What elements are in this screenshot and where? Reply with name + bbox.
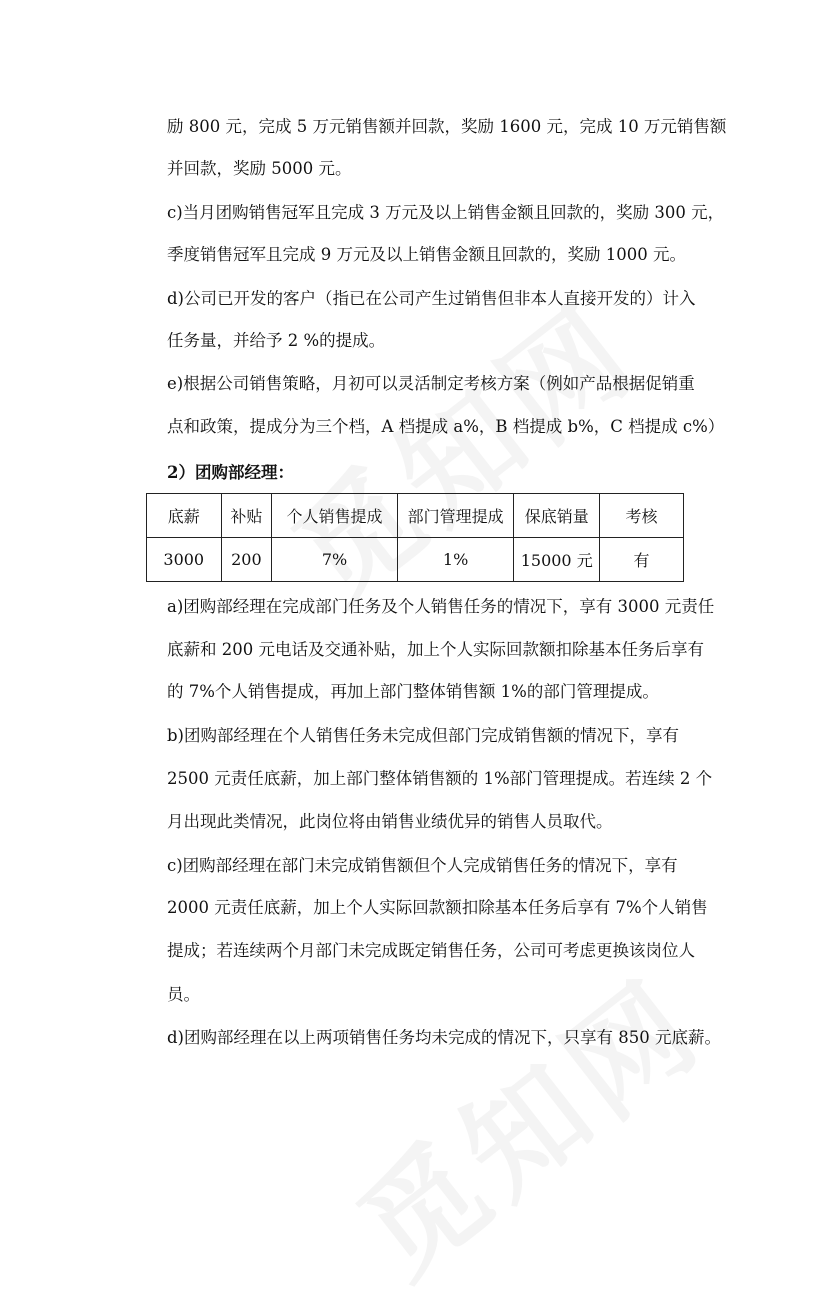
paragraph-line: a)团购部经理在完成部门任务及个人销售任务的情况下，享有 3000 元责任 [167, 597, 715, 616]
table-header-cell: 部门管理提成 [397, 494, 514, 538]
table-cell: 3000 [147, 538, 222, 582]
paragraph-line: 2500 元责任底薪，加上部门整体销售额的 1%部门管理提成。若连续 2 个 [167, 769, 713, 788]
table-cell: 1% [397, 538, 514, 582]
watermark [318, 933, 731, 1309]
table-cell: 15000 元 [514, 538, 600, 582]
paragraph-line: 的 7%个人销售提成，再加上部门整体销售额 1%的部门管理提成。 [167, 682, 659, 701]
table-header-row [147, 494, 684, 538]
paragraph-line: d)公司已开发的客户（指已在公司产生过销售但非本人直接开发的）计入 [167, 289, 696, 308]
paragraph-line: 2000 元责任底薪，加上个人实际回款额扣除基本任务后享有 7%个人销售 [167, 898, 708, 917]
paragraph-line: 点和政策，提成分为三个档，A 档提成 a%，B 档提成 b%，C 档提成 c%） [167, 417, 725, 436]
table-row [147, 538, 684, 582]
table-header-cell: 保底销量 [514, 494, 600, 538]
table-header-cell: 补贴 [221, 494, 272, 538]
paragraph-line: 并回款，奖励 5000 元。 [167, 159, 352, 178]
paragraph-line: 季度销售冠军且完成 9 万元及以上销售金额且回款的，奖励 1000 元。 [167, 245, 686, 264]
paragraph-line: 任务量，并给予 2 %的提成。 [167, 331, 386, 350]
paragraph-line: c)团购部经理在部门未完成销售额但个人完成销售任务的情况下，享有 [167, 856, 678, 875]
paragraph-line: 员。 [167, 985, 200, 1004]
paragraph-line: 底薪和 200 元电话及交通补贴，加上个人实际回款额扣除基本任务后享有 [167, 640, 704, 659]
table-cell: 7% [272, 538, 398, 582]
table-header-cell: 考核 [599, 494, 683, 538]
paragraph-line: 月出现此类情况，此岗位将由销售业绩优异的销售人员取代。 [167, 812, 613, 831]
paragraph-line: e)根据公司销售策略，月初可以灵活制定考核方案（例如产品根据促销重 [167, 374, 695, 393]
section-heading: 2）团购部经理： [167, 463, 294, 482]
paragraph-line: b)团购部经理在个人销售任务未完成但部门完成销售额的情况下，享有 [167, 726, 679, 745]
table-header-cell: 底薪 [147, 494, 222, 538]
table-cell: 有 [599, 538, 683, 582]
compensation-table [146, 493, 684, 582]
paragraph-line: 励 800 元，完成 5 万元销售额并回款，奖励 1600 元，完成 10 万元销售额 [167, 117, 727, 136]
paragraph-line: 提成；若连续两个月部门未完成既定销售任务，公司可考虑更换该岗位人 [167, 941, 695, 960]
paragraph-line: c)当月团购销售冠军且完成 3 万元及以上销售金额且回款的，奖励 300 元， [167, 203, 725, 222]
paragraph-line: d)团购部经理在以上两项销售任务均未完成的情况下，只享有 850 元底薪。 [167, 1028, 721, 1047]
table-cell: 200 [221, 538, 272, 582]
table-header-cell: 个人销售提成 [272, 494, 398, 538]
